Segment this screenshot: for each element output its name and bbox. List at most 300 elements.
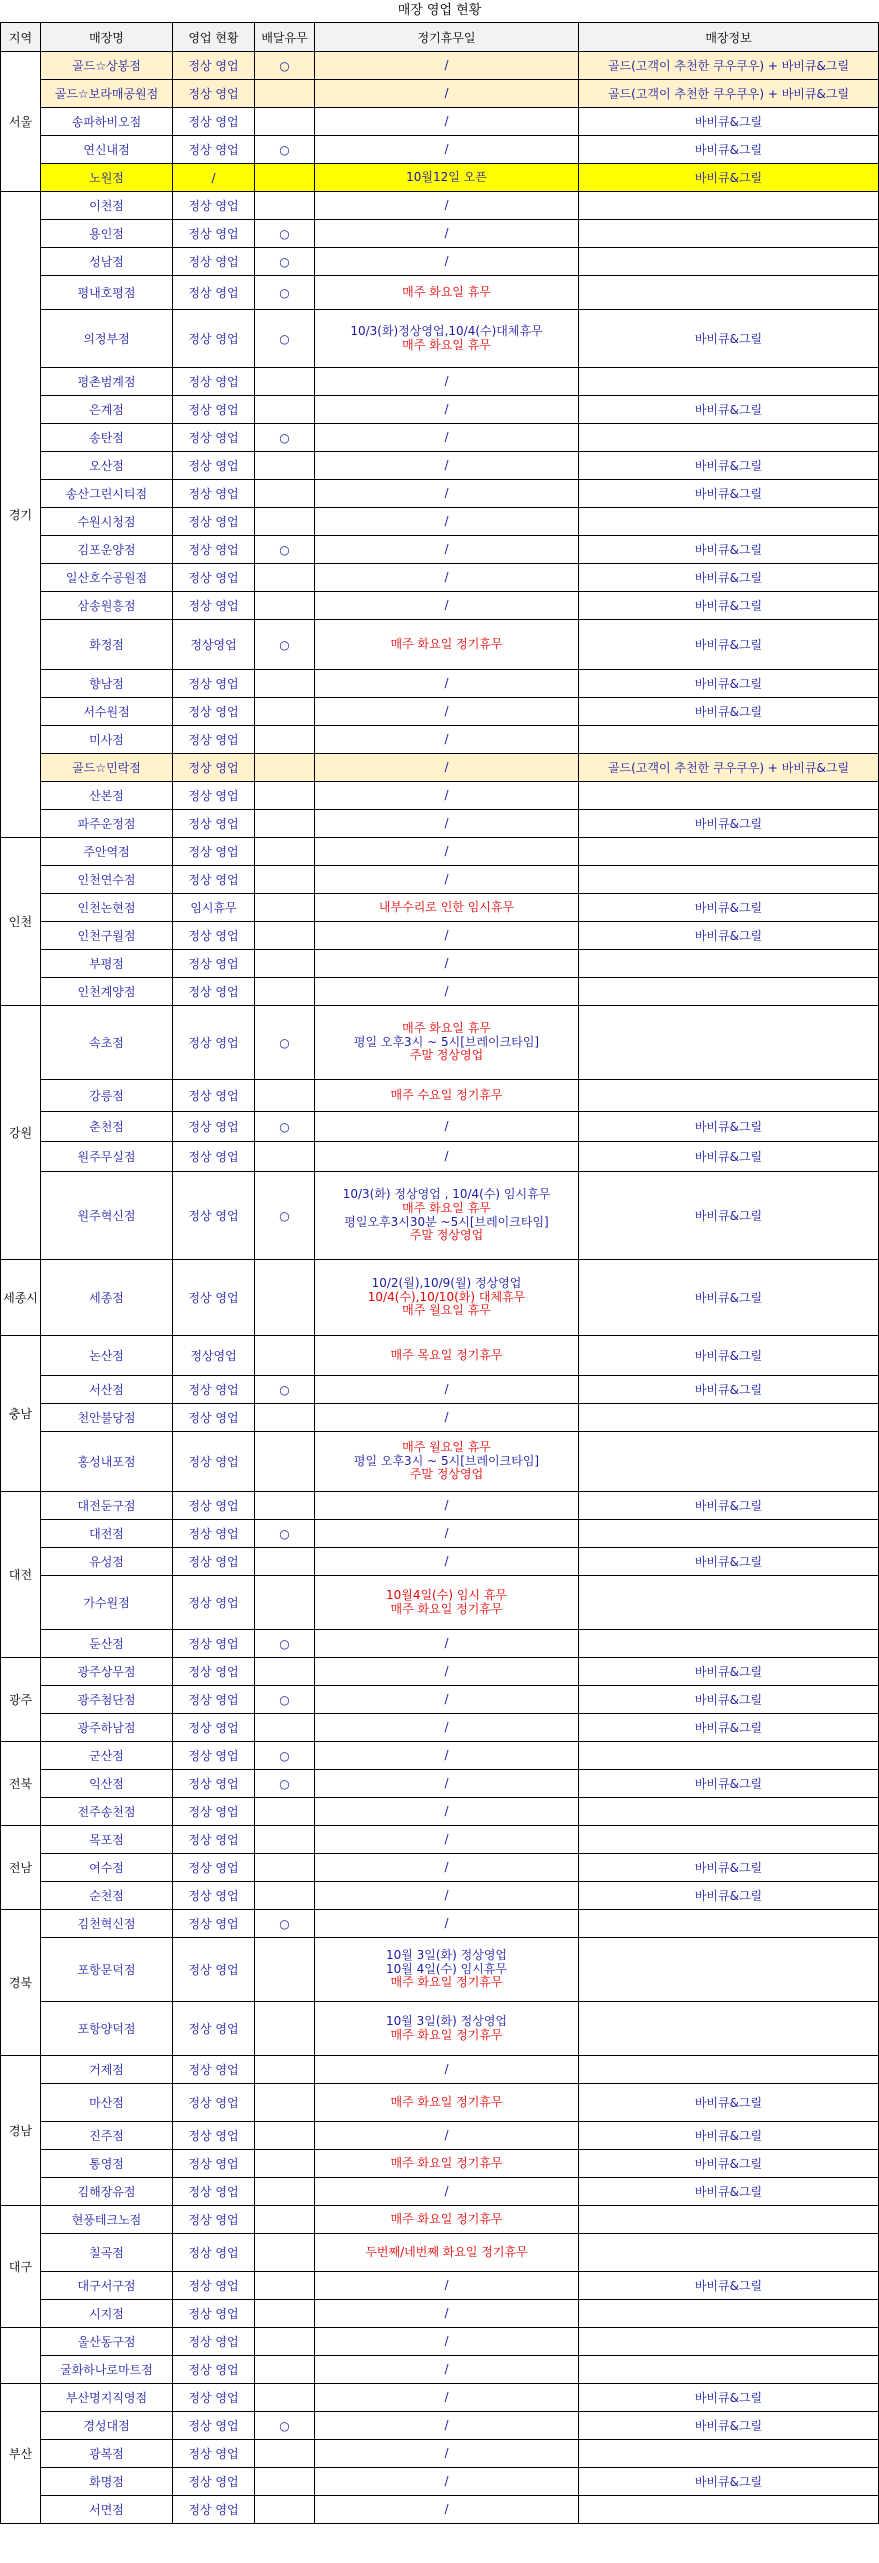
table-row bbox=[1, 782, 879, 810]
holiday-line: / bbox=[444, 815, 449, 830]
delivery-cell: ○ bbox=[255, 1686, 315, 1714]
store-info-cell bbox=[579, 1630, 879, 1658]
store-info-cell: 바비큐&그릴 bbox=[579, 1882, 879, 1910]
delivery-cell bbox=[255, 192, 315, 220]
store-info-cell: 바비큐&그릴 bbox=[579, 1548, 879, 1576]
holiday-cell bbox=[315, 192, 579, 220]
table-row bbox=[1, 978, 879, 1006]
store-name-cell: 서산점 bbox=[41, 1376, 173, 1404]
store-name-cell: 굴화하나로마트점 bbox=[41, 2356, 173, 2384]
table-row bbox=[1, 1432, 879, 1492]
status-cell: 정상 영업 bbox=[173, 1630, 255, 1658]
region-cell: 대전 bbox=[1, 1492, 41, 1658]
status-cell: 정상 영업 bbox=[173, 396, 255, 424]
delivery-cell bbox=[255, 2234, 315, 2272]
holiday-line: 매주 수요일 정기휴무 bbox=[390, 1087, 503, 1102]
holiday-line: / bbox=[444, 2361, 449, 2376]
store-info-cell bbox=[579, 2300, 879, 2328]
holiday-line: / bbox=[444, 1525, 449, 1540]
status-cell: 정상 영업 bbox=[173, 1080, 255, 1112]
store-info-cell: 바비큐&그릴 bbox=[579, 108, 879, 136]
store-info-cell: 바비큐&그릴 bbox=[579, 1336, 879, 1376]
delivery-cell bbox=[255, 1798, 315, 1826]
status-cell: 정상 영업 bbox=[173, 1548, 255, 1576]
store-info-cell: 바비큐&그릴 bbox=[579, 2084, 879, 2122]
table-row bbox=[1, 810, 879, 838]
delivery-cell: ○ bbox=[255, 1172, 315, 1260]
status-cell: 정상 영업 bbox=[173, 1492, 255, 1520]
store-name-cell: 오산점 bbox=[41, 452, 173, 480]
status-cell: 정상 영업 bbox=[173, 1854, 255, 1882]
holiday-cell bbox=[315, 1376, 579, 1404]
status-cell: 정상 영업 bbox=[173, 2356, 255, 2384]
table-row bbox=[1, 592, 879, 620]
table-row bbox=[1, 2412, 879, 2440]
status-cell: 임시휴무 bbox=[173, 894, 255, 922]
delivery-cell bbox=[255, 922, 315, 950]
store-name-cell: 일산호수공원점 bbox=[41, 564, 173, 592]
holiday-cell bbox=[315, 1112, 579, 1142]
store-name-cell: 울산동구점 bbox=[41, 2328, 173, 2356]
store-name-cell: 현풍테크노점 bbox=[41, 2206, 173, 2234]
holiday-cell bbox=[315, 620, 579, 670]
store-name-cell: 광주상무점 bbox=[41, 1658, 173, 1686]
holiday-line: 10/3(화)정상영업,10/4(수)대체휴무 bbox=[350, 323, 543, 338]
table-row bbox=[1, 1576, 879, 1630]
holiday-line: / bbox=[444, 1775, 449, 1790]
table-row bbox=[1, 452, 879, 480]
status-cell: 정상 영업 bbox=[173, 1686, 255, 1714]
store-info-cell: 바비큐&그릴 bbox=[579, 2178, 879, 2206]
holiday-line: / bbox=[444, 2183, 449, 2198]
store-name-cell: 산본점 bbox=[41, 782, 173, 810]
holiday-line: 매주 목요일 정기휴무 bbox=[390, 1347, 503, 1362]
holiday-cell bbox=[315, 1910, 579, 1938]
holiday-line: 매주 월요일 휴무 bbox=[402, 1439, 491, 1454]
region-cell: 강원 bbox=[1, 1006, 41, 1260]
store-info-cell bbox=[579, 866, 879, 894]
holiday-line: 10월12일 오픈 bbox=[406, 169, 487, 184]
holiday-line: 10월 3일(화) 정상영업 bbox=[385, 1947, 508, 1962]
holiday-line: / bbox=[444, 2127, 449, 2142]
delivery-cell bbox=[255, 2440, 315, 2468]
store-info-cell bbox=[579, 2234, 879, 2272]
holiday-line: / bbox=[444, 1381, 449, 1396]
store-info-cell bbox=[579, 1006, 879, 1080]
holiday-cell bbox=[315, 894, 579, 922]
status-cell: 정상 영업 bbox=[173, 1376, 255, 1404]
store-info-cell bbox=[579, 276, 879, 310]
holiday-line: / bbox=[444, 1691, 449, 1706]
store-info-cell: 바비큐&그릴 bbox=[579, 310, 879, 368]
holiday-line: / bbox=[444, 1915, 449, 1930]
holiday-line: / bbox=[444, 373, 449, 388]
store-info-cell bbox=[579, 508, 879, 536]
delivery-cell bbox=[255, 1080, 315, 1112]
holiday-cell bbox=[315, 108, 579, 136]
holiday-line: 매주 화요일 정기휴무 bbox=[390, 2027, 503, 2042]
holiday-line: / bbox=[444, 983, 449, 998]
region-cell: 전남 bbox=[1, 1826, 41, 1910]
delivery-cell bbox=[255, 508, 315, 536]
holiday-line: / bbox=[444, 955, 449, 970]
status-cell: 정상 영업 bbox=[173, 670, 255, 698]
region-cell: 광주 bbox=[1, 1658, 41, 1742]
store-name-cell: 화정점 bbox=[41, 620, 173, 670]
table-row bbox=[1, 1770, 879, 1798]
holiday-cell bbox=[315, 2122, 579, 2150]
holiday-cell bbox=[315, 276, 579, 310]
store-info-cell: 바비큐&그릴 bbox=[579, 810, 879, 838]
column-header-store-name: 매장명 bbox=[41, 23, 173, 52]
table-row bbox=[1, 670, 879, 698]
delivery-cell bbox=[255, 2328, 315, 2356]
holiday-line: / bbox=[444, 2305, 449, 2320]
store-info-cell: 바비큐&그릴 bbox=[579, 2468, 879, 2496]
region-cell: 경북 bbox=[1, 1910, 41, 2056]
table-row bbox=[1, 726, 879, 754]
delivery-cell bbox=[255, 838, 315, 866]
holiday-cell bbox=[315, 368, 579, 396]
store-name-cell: 평촌범계점 bbox=[41, 368, 173, 396]
holiday-cell bbox=[315, 80, 579, 108]
holiday-line: / bbox=[444, 1887, 449, 1902]
holiday-cell bbox=[315, 1336, 579, 1376]
holiday-cell bbox=[315, 2084, 579, 2122]
store-info-cell bbox=[579, 1826, 879, 1854]
store-info-cell: 바비큐&그릴 bbox=[579, 698, 879, 726]
store-name-cell: 거제점 bbox=[41, 2056, 173, 2084]
status-cell: 정상 영업 bbox=[173, 1172, 255, 1260]
delivery-cell: ○ bbox=[255, 1006, 315, 1080]
table-row bbox=[1, 52, 879, 80]
status-cell: 정상 영업 bbox=[173, 978, 255, 1006]
store-info-cell bbox=[579, 368, 879, 396]
holiday-line: / bbox=[444, 1553, 449, 1568]
delivery-cell bbox=[255, 1336, 315, 1376]
store-name-cell: 향남점 bbox=[41, 670, 173, 698]
delivery-cell bbox=[255, 368, 315, 396]
delivery-cell bbox=[255, 1492, 315, 1520]
delivery-cell bbox=[255, 592, 315, 620]
status-cell: 정상 영업 bbox=[173, 1882, 255, 1910]
store-name-cell: 춘천점 bbox=[41, 1112, 173, 1142]
status-cell: 정상 영업 bbox=[173, 2328, 255, 2356]
status-cell: 정상 영업 bbox=[173, 1658, 255, 1686]
holiday-line: / bbox=[444, 2417, 449, 2432]
store-info-cell bbox=[579, 1520, 879, 1548]
status-cell: 정상 영업 bbox=[173, 1142, 255, 1172]
store-name-cell: 시지점 bbox=[41, 2300, 173, 2328]
holiday-cell bbox=[315, 950, 579, 978]
table-row bbox=[1, 2206, 879, 2234]
holiday-line: 평일 오후3시 ~ 5시[브레이크타임] bbox=[353, 1034, 540, 1049]
delivery-cell bbox=[255, 564, 315, 592]
status-cell: / bbox=[173, 164, 255, 192]
holiday-cell bbox=[315, 866, 579, 894]
status-cell: 정상 영업 bbox=[173, 1112, 255, 1142]
delivery-cell bbox=[255, 1142, 315, 1172]
delivery-cell: ○ bbox=[255, 1520, 315, 1548]
holiday-cell bbox=[315, 2468, 579, 2496]
holiday-line: 내부수리로 인한 임시휴무 bbox=[378, 899, 515, 914]
store-name-cell: 서수원점 bbox=[41, 698, 173, 726]
store-info-cell: 바비큐&그릴 bbox=[579, 1714, 879, 1742]
store-info-cell bbox=[579, 1910, 879, 1938]
table-row bbox=[1, 950, 879, 978]
holiday-line: 매주 화요일 정기휴무 bbox=[390, 2094, 503, 2109]
store-name-cell: 원주혁신점 bbox=[41, 1172, 173, 1260]
status-cell: 정상 영업 bbox=[173, 1938, 255, 2002]
store-info-cell bbox=[579, 1080, 879, 1112]
holiday-line: / bbox=[444, 485, 449, 500]
holiday-cell bbox=[315, 452, 579, 480]
store-status-table bbox=[0, 22, 879, 2524]
store-name-cell: 파주운정점 bbox=[41, 810, 173, 838]
region-cell bbox=[1, 2328, 41, 2384]
table-row bbox=[1, 1938, 879, 2002]
status-cell: 정상영업 bbox=[173, 620, 255, 670]
status-cell: 정상 영업 bbox=[173, 452, 255, 480]
holiday-cell bbox=[315, 2496, 579, 2524]
delivery-cell: ○ bbox=[255, 1376, 315, 1404]
table-row bbox=[1, 1882, 879, 1910]
store-name-cell: 골드☆보라매공원점 bbox=[41, 80, 173, 108]
holiday-line: 10월 4일(수) 임시휴무 bbox=[385, 1961, 508, 1976]
status-cell: 정상 영업 bbox=[173, 2468, 255, 2496]
holiday-cell bbox=[315, 564, 579, 592]
holiday-cell bbox=[315, 2150, 579, 2178]
store-name-cell: 대전둔구점 bbox=[41, 1492, 173, 1520]
store-name-cell: 논산점 bbox=[41, 1336, 173, 1376]
holiday-line: / bbox=[444, 1719, 449, 1734]
store-name-cell: 속초점 bbox=[41, 1006, 173, 1080]
holiday-cell bbox=[315, 1882, 579, 1910]
status-cell: 정상 영업 bbox=[173, 838, 255, 866]
holiday-cell bbox=[315, 220, 579, 248]
table-row bbox=[1, 192, 879, 220]
delivery-cell bbox=[255, 1432, 315, 1492]
delivery-cell bbox=[255, 2384, 315, 2412]
status-cell: 정상 영업 bbox=[173, 2084, 255, 2122]
holiday-cell bbox=[315, 310, 579, 368]
holiday-cell bbox=[315, 248, 579, 276]
store-info-cell: 바비큐&그릴 bbox=[579, 2150, 879, 2178]
delivery-cell bbox=[255, 726, 315, 754]
holiday-line: / bbox=[444, 597, 449, 612]
delivery-cell bbox=[255, 108, 315, 136]
status-cell: 정상 영업 bbox=[173, 310, 255, 368]
holiday-cell bbox=[315, 592, 579, 620]
delivery-cell bbox=[255, 2002, 315, 2056]
holiday-cell bbox=[315, 1548, 579, 1576]
region-cell: 전북 bbox=[1, 1742, 41, 1826]
table-row bbox=[1, 1142, 879, 1172]
store-name-cell: 익산점 bbox=[41, 1770, 173, 1798]
holiday-line: / bbox=[444, 429, 449, 444]
table-row bbox=[1, 1714, 879, 1742]
status-cell: 정상 영업 bbox=[173, 192, 255, 220]
holiday-line: 10/3(화) 정상영업 , 10/4(수) 임시휴무 bbox=[342, 1186, 551, 1201]
delivery-cell bbox=[255, 2056, 315, 2084]
holiday-cell bbox=[315, 1798, 579, 1826]
store-name-cell: 목포점 bbox=[41, 1826, 173, 1854]
holiday-line: 평일오후3시30분 ~5시[브레이크타임] bbox=[344, 1214, 549, 1229]
status-cell: 정상 영업 bbox=[173, 564, 255, 592]
delivery-cell bbox=[255, 2150, 315, 2178]
store-info-cell bbox=[579, 1938, 879, 2002]
table-row bbox=[1, 508, 879, 536]
holiday-cell bbox=[315, 136, 579, 164]
holiday-cell bbox=[315, 424, 579, 452]
holiday-cell bbox=[315, 838, 579, 866]
store-info-cell bbox=[579, 1576, 879, 1630]
status-cell: 정상영업 bbox=[173, 1336, 255, 1376]
delivery-cell: ○ bbox=[255, 1910, 315, 1938]
column-header-region: 지역 bbox=[1, 23, 41, 52]
holiday-cell bbox=[315, 1142, 579, 1172]
status-cell: 정상 영업 bbox=[173, 1714, 255, 1742]
store-info-cell bbox=[579, 2328, 879, 2356]
delivery-cell bbox=[255, 396, 315, 424]
store-info-cell: 바비큐&그릴 bbox=[579, 894, 879, 922]
delivery-cell bbox=[255, 698, 315, 726]
delivery-cell bbox=[255, 2468, 315, 2496]
store-name-cell: 평내호평점 bbox=[41, 276, 173, 310]
store-name-cell: 골드☆민락점 bbox=[41, 754, 173, 782]
delivery-cell: ○ bbox=[255, 2412, 315, 2440]
table-row bbox=[1, 368, 879, 396]
delivery-cell bbox=[255, 2178, 315, 2206]
status-cell: 정상 영업 bbox=[173, 220, 255, 248]
store-name-cell: 포항문덕점 bbox=[41, 1938, 173, 2002]
store-name-cell: 연신내점 bbox=[41, 136, 173, 164]
delivery-cell: ○ bbox=[255, 620, 315, 670]
holiday-line: 매주 화요일 휴무 bbox=[402, 284, 491, 299]
holiday-line: / bbox=[444, 1409, 449, 1424]
store-info-cell: 바비큐&그릴 bbox=[579, 480, 879, 508]
store-info-cell: 바비큐&그릴 bbox=[579, 1492, 879, 1520]
holiday-cell bbox=[315, 2056, 579, 2084]
status-cell: 정상 영업 bbox=[173, 536, 255, 564]
status-cell: 정상 영업 bbox=[173, 726, 255, 754]
store-info-cell: 바비큐&그릴 bbox=[579, 1854, 879, 1882]
holiday-line: 매주 화요일 정기휴무 bbox=[390, 636, 503, 651]
holiday-line: / bbox=[444, 2389, 449, 2404]
holiday-cell bbox=[315, 1714, 579, 1742]
delivery-cell bbox=[255, 1854, 315, 1882]
table-row bbox=[1, 2002, 879, 2056]
holiday-cell bbox=[315, 2328, 579, 2356]
store-name-cell: 세종점 bbox=[41, 1260, 173, 1336]
status-cell: 정상 영업 bbox=[173, 1798, 255, 1826]
store-name-cell: 대구서구점 bbox=[41, 2272, 173, 2300]
document-title: 매장 영업 현황 bbox=[397, 3, 482, 18]
delivery-cell: ○ bbox=[255, 310, 315, 368]
holiday-line: / bbox=[444, 927, 449, 942]
holiday-cell bbox=[315, 1520, 579, 1548]
holiday-line: / bbox=[444, 57, 449, 72]
holiday-cell bbox=[315, 2356, 579, 2384]
holiday-cell bbox=[315, 1658, 579, 1686]
holiday-cell bbox=[315, 1080, 579, 1112]
status-cell: 정상 영업 bbox=[173, 2206, 255, 2234]
status-cell: 정상 영업 bbox=[173, 1404, 255, 1432]
store-name-cell: 인천구월점 bbox=[41, 922, 173, 950]
store-info-cell: 바비큐&그릴 bbox=[579, 1112, 879, 1142]
store-name-cell: 골드☆상봉점 bbox=[41, 52, 173, 80]
holiday-line: / bbox=[444, 457, 449, 472]
store-name-cell: 인천연수점 bbox=[41, 866, 173, 894]
column-header-store-info: 매장정보 bbox=[579, 23, 879, 52]
holiday-cell bbox=[315, 508, 579, 536]
delivery-cell bbox=[255, 2300, 315, 2328]
delivery-cell bbox=[255, 1260, 315, 1336]
status-cell: 정상 영업 bbox=[173, 1742, 255, 1770]
store-name-cell: 둔산점 bbox=[41, 1630, 173, 1658]
holiday-cell bbox=[315, 1404, 579, 1432]
store-info-cell bbox=[579, 1404, 879, 1432]
holiday-line: 매주 화요일 정기휴무 bbox=[390, 1601, 503, 1616]
holiday-line: / bbox=[444, 703, 449, 718]
store-name-cell: 김해장유점 bbox=[41, 2178, 173, 2206]
status-cell: 정상 영업 bbox=[173, 1432, 255, 1492]
delivery-cell bbox=[255, 670, 315, 698]
holiday-cell bbox=[315, 1826, 579, 1854]
delivery-cell: ○ bbox=[255, 536, 315, 564]
store-name-cell: 송탄점 bbox=[41, 424, 173, 452]
store-name-cell: 강릉점 bbox=[41, 1080, 173, 1112]
store-info-cell: 바비큐&그릴 bbox=[579, 2412, 879, 2440]
holiday-cell bbox=[315, 754, 579, 782]
store-info-cell bbox=[579, 838, 879, 866]
table-row bbox=[1, 922, 879, 950]
store-info-cell: 바비큐&그릴 bbox=[579, 452, 879, 480]
holiday-cell bbox=[315, 164, 579, 192]
table-row bbox=[1, 838, 879, 866]
status-cell: 정상 영업 bbox=[173, 136, 255, 164]
status-cell: 정상 영업 bbox=[173, 592, 255, 620]
holiday-line: 주말 정상영업 bbox=[409, 1228, 484, 1243]
store-name-cell: 대전점 bbox=[41, 1520, 173, 1548]
holiday-cell bbox=[315, 1432, 579, 1492]
status-cell: 정상 영업 bbox=[173, 248, 255, 276]
store-info-cell bbox=[579, 2356, 879, 2384]
status-cell: 정상 영업 bbox=[173, 2122, 255, 2150]
delivery-cell bbox=[255, 2084, 315, 2122]
status-cell: 정상 영업 bbox=[173, 2300, 255, 2328]
table-row bbox=[1, 2468, 879, 2496]
holiday-line: / bbox=[444, 1118, 449, 1133]
holiday-line: / bbox=[444, 871, 449, 886]
delivery-cell: ○ bbox=[255, 52, 315, 80]
table-row bbox=[1, 1630, 879, 1658]
store-rows bbox=[1, 52, 879, 2524]
store-name-cell: 은계점 bbox=[41, 396, 173, 424]
delivery-cell bbox=[255, 782, 315, 810]
store-name-cell: 미사점 bbox=[41, 726, 173, 754]
holiday-cell bbox=[315, 1260, 579, 1336]
store-name-cell: 유성점 bbox=[41, 1548, 173, 1576]
table-row bbox=[1, 2084, 879, 2122]
table-row bbox=[1, 2150, 879, 2178]
status-cell: 정상 영업 bbox=[173, 866, 255, 894]
store-name-cell: 홍성내포점 bbox=[41, 1432, 173, 1492]
table-row bbox=[1, 2122, 879, 2150]
store-info-cell bbox=[579, 220, 879, 248]
store-name-cell: 이천점 bbox=[41, 192, 173, 220]
status-cell: 정상 영업 bbox=[173, 2272, 255, 2300]
